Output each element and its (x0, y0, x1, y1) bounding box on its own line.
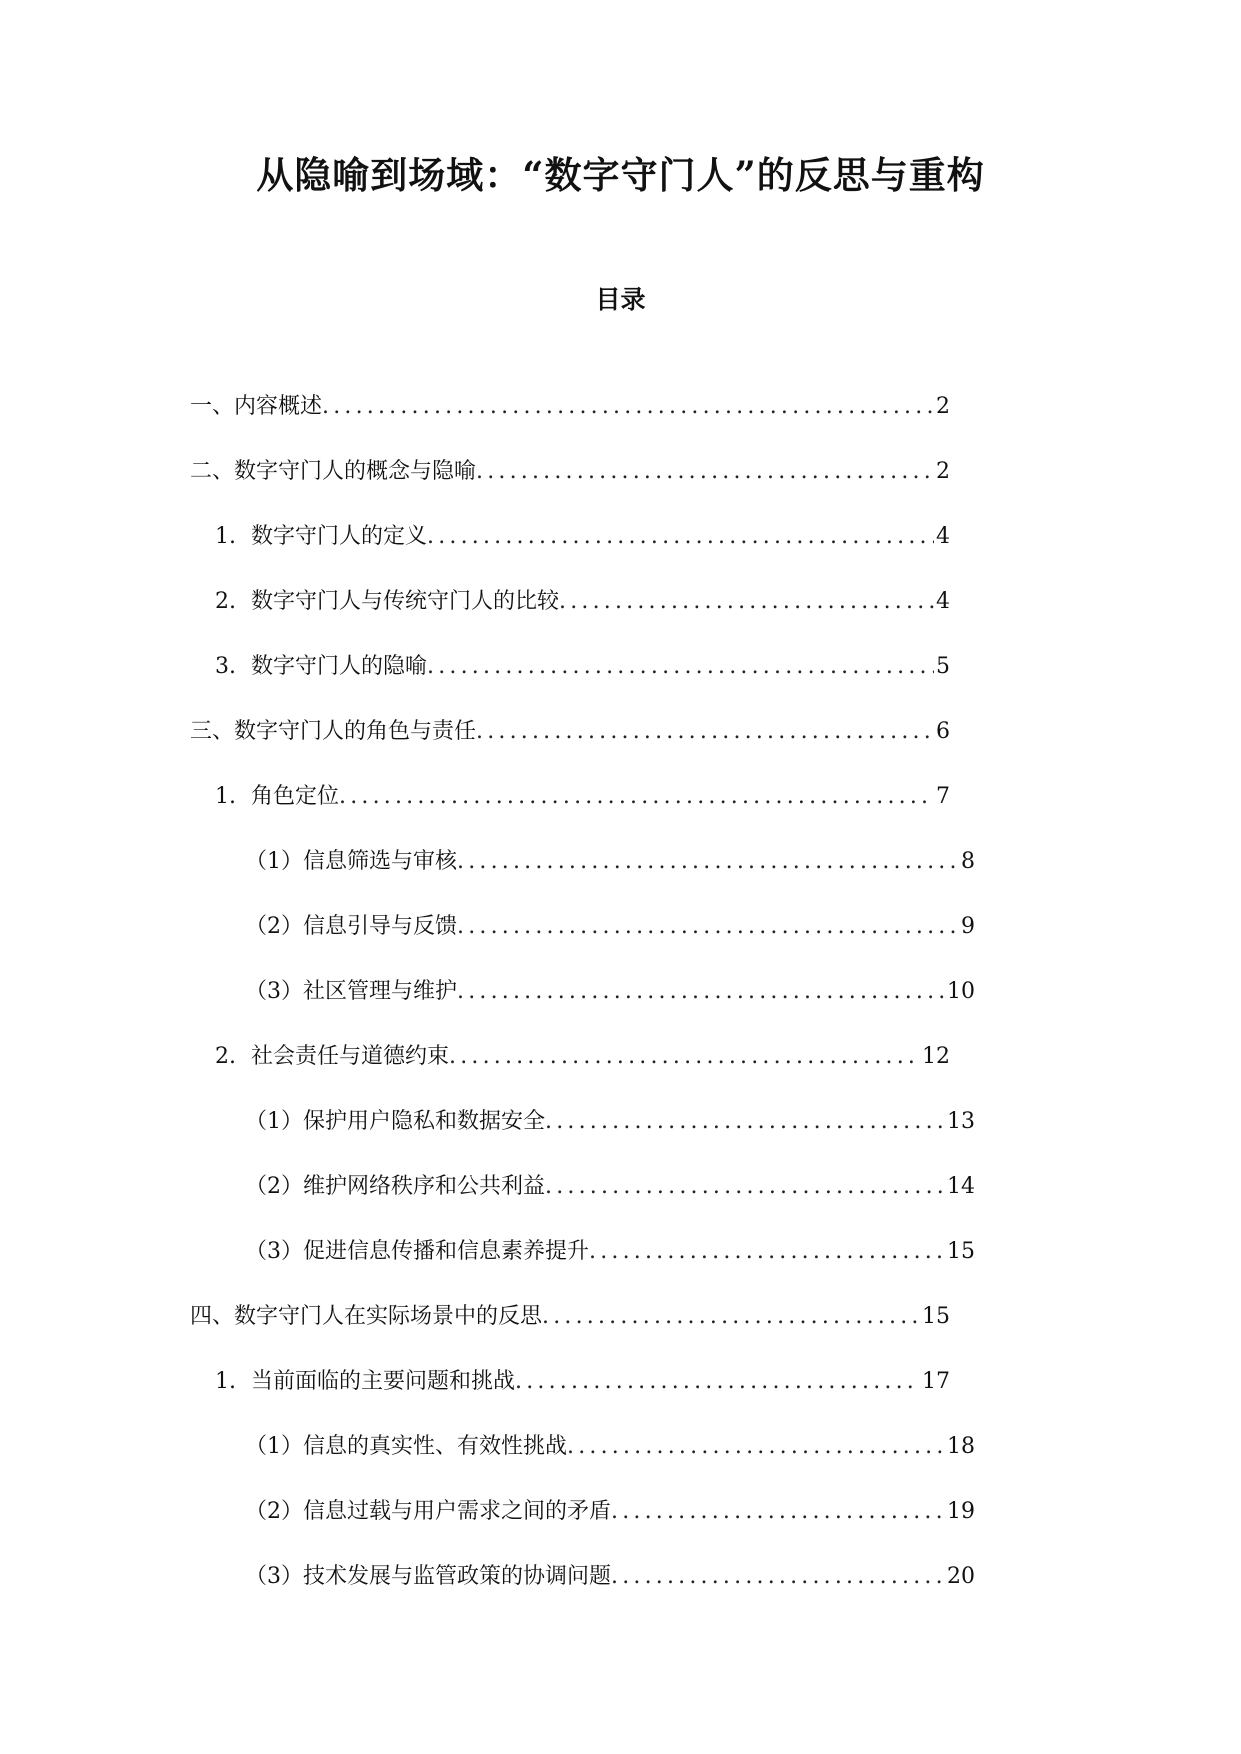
toc-entry-number: 2. (215, 1044, 236, 1069)
toc-entry[interactable] (245, 1105, 975, 1139)
toc-page-number: 13 (947, 1109, 975, 1134)
toc-entry[interactable] (215, 1365, 950, 1399)
toc-page-number: 4 (936, 589, 950, 614)
toc-page-number: 18 (947, 1434, 975, 1459)
toc-page-number: 2 (936, 459, 950, 484)
toc-page-number: 14 (947, 1174, 975, 1199)
toc-entry-label: （2）信息过载与用户需求之间的矛盾 (245, 1499, 611, 1524)
toc-entry-label: （3）促进信息传播和信息素养提升 (245, 1239, 589, 1264)
toc-dot-leader (542, 1300, 920, 1334)
toc-page-number: 20 (947, 1564, 975, 1589)
toc-dot-leader (427, 520, 934, 554)
toc-page-number: 4 (936, 524, 950, 549)
toc-entry-label: 数字守门人的隐喻 (251, 654, 428, 679)
toc-entry[interactable] (245, 1170, 975, 1204)
toc-entry[interactable] (245, 1560, 975, 1594)
toc-page-number: 15 (947, 1239, 975, 1264)
toc-page-number: 15 (922, 1304, 950, 1329)
toc-dot-leader (457, 975, 945, 1009)
toc-entry-label: （3）技术发展与监管政策的协调问题 (245, 1564, 611, 1589)
toc-page-number: 9 (961, 914, 975, 939)
toc-entry-number: 1. (215, 1369, 236, 1394)
toc-page-number: 19 (947, 1499, 975, 1524)
document-title: 从隐喻到场域：“数字守门人”的反思与重构 (256, 153, 985, 197)
toc-entry[interactable] (190, 1300, 950, 1334)
toc-dot-leader (567, 1430, 945, 1464)
toc-page-number: 12 (922, 1044, 950, 1069)
toc-entry-label: （1）信息的真实性、有效性挑战 (245, 1434, 567, 1459)
toc-dot-leader (611, 1560, 945, 1594)
toc-entry-label: （1）保护用户隐私和数据安全 (245, 1109, 545, 1134)
toc-dot-leader (457, 910, 959, 944)
toc-entry[interactable] (245, 1430, 975, 1464)
toc-entry-number: 2. (215, 589, 236, 614)
toc-heading: 目录 (595, 285, 646, 314)
toc-entry-label: 二、数字守门人的概念与隐喻 (190, 459, 477, 484)
toc-entry-number: 3. (215, 654, 236, 679)
toc-entry[interactable] (215, 520, 950, 554)
toc-entry-label: 角色定位 (251, 784, 340, 809)
toc-entry-number: 1. (215, 524, 236, 549)
toc-dot-leader (322, 390, 934, 424)
toc-entry-label: 三、数字守门人的角色与责任 (190, 719, 477, 744)
toc-entry[interactable] (215, 650, 950, 684)
toc-dot-leader (339, 780, 934, 814)
toc-page-number: 7 (936, 784, 950, 809)
toc-entry[interactable] (245, 1495, 975, 1529)
toc-page-number: 5 (936, 654, 950, 679)
toc-page-number: 17 (922, 1369, 950, 1394)
toc-page-number: 10 (947, 979, 975, 1004)
toc-entry-label: 当前面临的主要问题和挑战 (251, 1369, 516, 1394)
toc-entry[interactable] (215, 780, 950, 814)
toc-entry[interactable] (190, 455, 950, 489)
toc-entry-label: （2）维护网络秩序和公共利益 (245, 1174, 545, 1199)
toc-page-number: 6 (936, 719, 950, 744)
toc-entry-label: 四、数字守门人在实际场景中的反思 (190, 1304, 543, 1329)
toc-entry[interactable] (190, 390, 950, 424)
toc-dot-leader (457, 845, 959, 879)
toc-page-number: 8 (961, 849, 975, 874)
toc-entry-label: （1）信息筛选与审核 (245, 849, 457, 874)
toc-entry[interactable] (245, 975, 975, 1009)
toc-entry-label: 数字守门人与传统守门人的比较 (251, 589, 560, 614)
toc-entry[interactable] (245, 910, 975, 944)
toc-dot-leader (476, 455, 934, 489)
toc-entry[interactable] (215, 585, 950, 619)
toc-dot-leader (559, 585, 934, 619)
toc-page-number: 2 (936, 394, 950, 419)
toc-dot-leader (449, 1040, 920, 1074)
toc-entry[interactable] (245, 845, 975, 879)
toc-dot-leader (589, 1235, 945, 1269)
toc-dot-leader (545, 1170, 945, 1204)
toc-dot-leader (611, 1495, 945, 1529)
toc-entry-number: 1. (215, 784, 236, 809)
toc-entry-label: （2）信息引导与反馈 (245, 914, 457, 939)
toc-dot-leader (476, 715, 934, 749)
toc-entry[interactable] (245, 1235, 975, 1269)
toc-dot-leader (545, 1105, 945, 1139)
toc-entry-label: （3）社区管理与维护 (245, 979, 457, 1004)
toc-entry[interactable] (215, 1040, 950, 1074)
toc-entry-label: 数字守门人的定义 (251, 524, 428, 549)
toc-dot-leader (427, 650, 934, 684)
toc-entry-label: 一、内容概述 (190, 394, 323, 419)
toc-entry-label: 社会责任与道德约束 (251, 1044, 450, 1069)
toc-dot-leader (515, 1365, 920, 1399)
toc-entry[interactable] (190, 715, 950, 749)
